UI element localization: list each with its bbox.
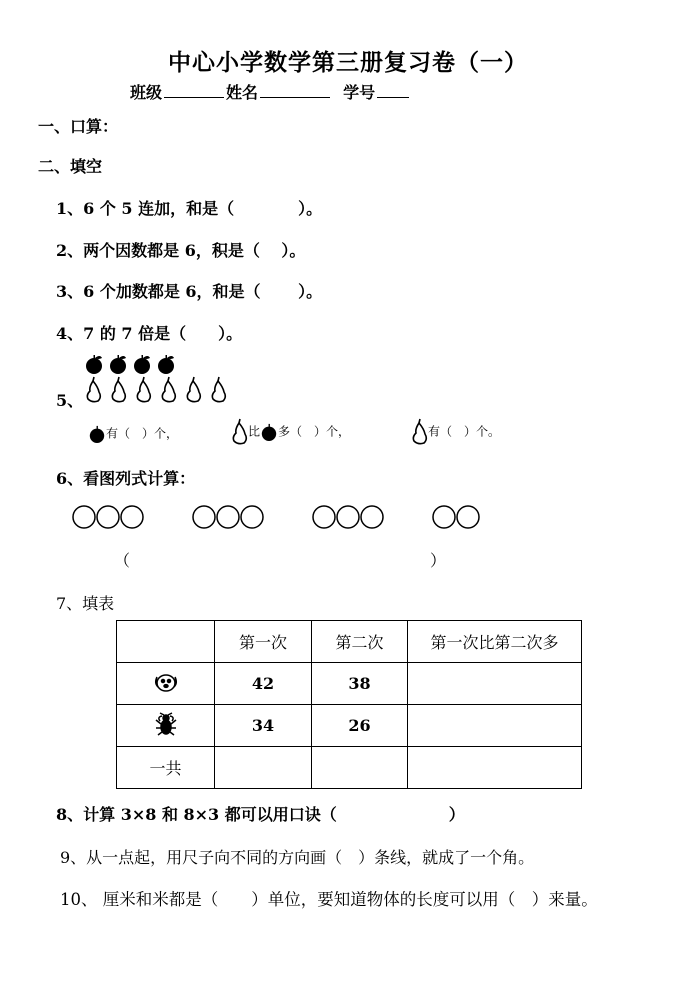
answer-paren-open: （ — [114, 551, 131, 570]
section-fill: 二、填空 — [38, 157, 103, 176]
circle-groups — [70, 505, 490, 529]
table-header-row — [117, 621, 582, 663]
question-6: 6、看图列式计算： — [56, 469, 196, 488]
header-first: 第一次 — [215, 621, 312, 663]
table-row — [117, 747, 582, 789]
question-5-part-2 — [230, 418, 350, 446]
page-title: 中心小学数学第三册复习卷（一） — [168, 49, 528, 76]
circle — [97, 506, 119, 528]
question-1: 1、6 个 5 连加，和是（ ）。 — [56, 199, 323, 218]
table-row — [117, 663, 582, 705]
circle — [361, 506, 383, 528]
number-label: 学号 — [343, 83, 376, 102]
row-icon-cell — [117, 663, 215, 705]
dog-face-icon — [153, 671, 179, 693]
circle — [457, 506, 479, 528]
header-diff: 第一次比第二次多 — [408, 621, 582, 663]
name-label: 姓名 — [226, 83, 259, 102]
class-blank[interactable] — [164, 82, 224, 98]
pear-row — [84, 376, 234, 404]
question-4: 4、7 的 7 倍是（ ）。 — [56, 324, 243, 343]
cell-first[interactable] — [215, 747, 312, 789]
circle — [433, 506, 455, 528]
circle — [313, 506, 335, 528]
bug-icon — [155, 712, 177, 736]
section-oral: 一、口算： — [38, 117, 119, 136]
name-blank[interactable] — [260, 82, 330, 98]
cell-second[interactable] — [312, 747, 408, 789]
student-info — [130, 80, 411, 103]
pear-icon — [410, 418, 428, 446]
circle — [73, 506, 95, 528]
cell-diff[interactable] — [408, 705, 582, 747]
question-3: 3、6 个加数都是 6，和是（ ）。 — [56, 282, 323, 301]
cell-second: 38 — [312, 663, 408, 705]
part-2-compare: 比 — [248, 424, 261, 439]
class-label: 班级 — [130, 83, 163, 102]
circle — [193, 506, 215, 528]
part-3-text: 有（ ）个。 — [428, 424, 501, 439]
circle — [121, 506, 143, 528]
answer-paren-close: ） — [430, 551, 447, 570]
question-9: 9、从一点起，用尺子向不同的方向画（ ）条线，就成了一个角。 — [60, 848, 535, 867]
header-second: 第二次 — [312, 621, 408, 663]
fill-table — [116, 620, 582, 789]
cell-diff[interactable] — [408, 747, 582, 789]
apple-icon — [260, 422, 278, 442]
question-5-part-1 — [88, 424, 178, 444]
part-2-text: 多（ ）个， — [278, 424, 351, 439]
row-total-label: 一共 — [117, 747, 215, 789]
pears-icon — [84, 376, 234, 404]
circle — [217, 506, 239, 528]
pear-icon — [230, 418, 248, 446]
question-10: 10、 厘米和米都是（ ）单位，要知道物体的长度可以用（ ）来量。 — [60, 890, 598, 909]
question-5-part-3 — [410, 418, 500, 446]
apple-icon — [88, 424, 106, 444]
question-8: 8、计算 3×8 和 8×3 都可以用口诀（ ） — [56, 805, 465, 824]
part-1-text: 有（ ）个， — [106, 426, 179, 441]
row-icon-cell — [117, 705, 215, 747]
question-7: 7、填表 — [56, 594, 115, 613]
question-5-label: 5、 — [56, 391, 84, 410]
cell-first: 42 — [215, 663, 312, 705]
cell-first: 34 — [215, 705, 312, 747]
question-2: 2、两个因数都是 6，积是（ ）。 — [56, 241, 306, 260]
cell-diff[interactable] — [408, 663, 582, 705]
table-row — [117, 705, 582, 747]
circle — [241, 506, 263, 528]
circle — [337, 506, 359, 528]
header-blank — [117, 621, 215, 663]
cell-second: 26 — [312, 705, 408, 747]
number-blank[interactable] — [377, 82, 409, 98]
apple-row — [84, 353, 180, 374]
apples-icon — [84, 354, 180, 374]
